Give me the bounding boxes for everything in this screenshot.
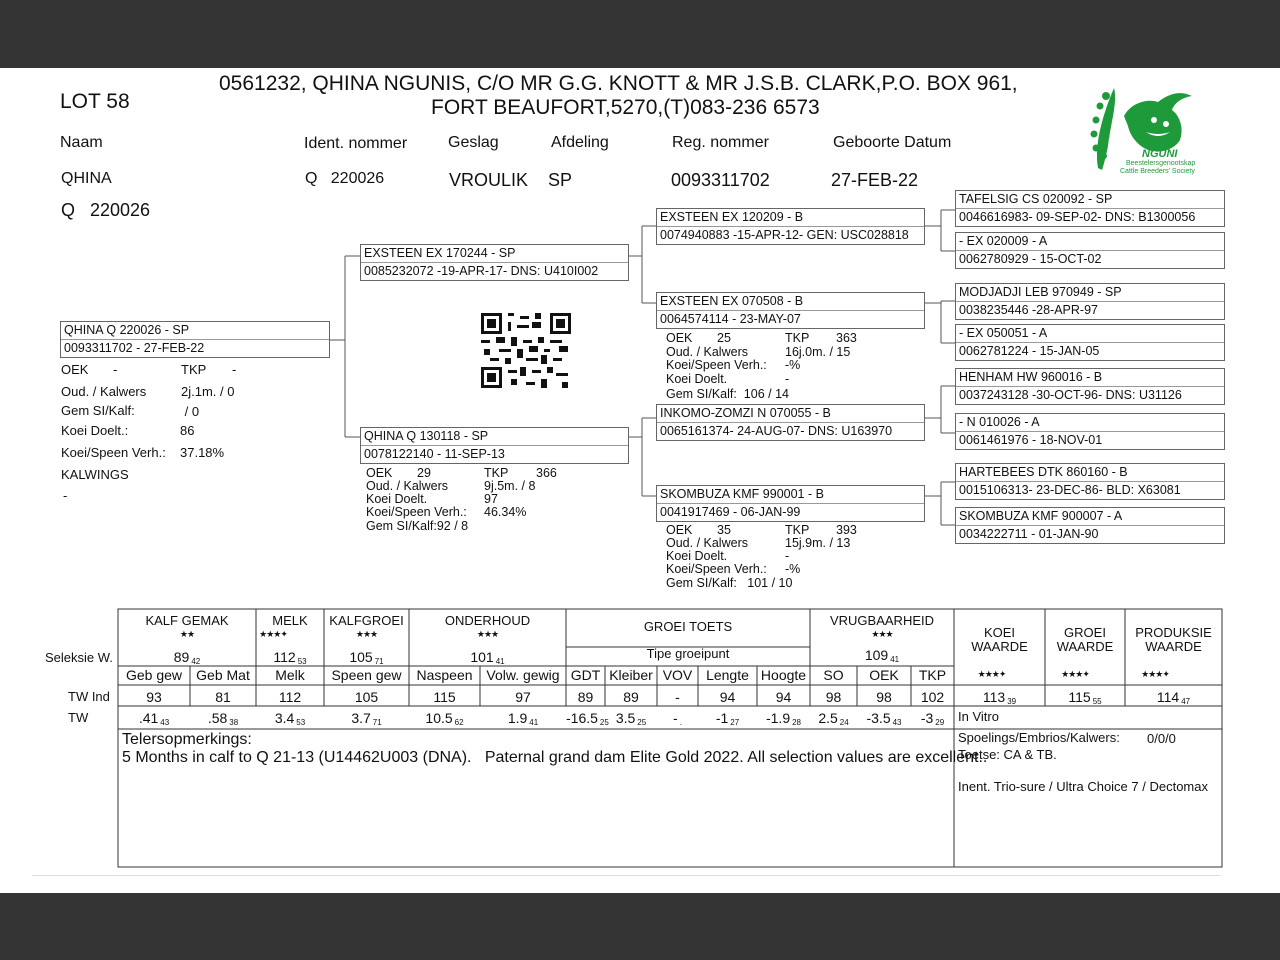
- summary-groei-value: [1045, 689, 1125, 706]
- tw-value-number: 10.5: [425, 710, 453, 726]
- dd-oud-label: Oud. / Kalwers: [666, 536, 748, 550]
- column-header: VOV: [662, 667, 693, 683]
- tw-value: [324, 710, 409, 727]
- dd-line-1: SKOMBUZA KMF 990001 - B: [660, 487, 824, 501]
- animal-kalwings-label: KALWINGS: [61, 467, 129, 482]
- dam-oud-label: Oud. / Kalwers: [366, 479, 448, 493]
- twind-value: 81: [215, 689, 231, 705]
- column-header: OEK: [869, 667, 899, 683]
- column-header: Melk: [275, 667, 305, 683]
- twind-value: 94: [775, 689, 792, 705]
- g3-4-line-1: - EX 050051 - A: [959, 326, 1048, 340]
- tw-value: [256, 710, 324, 727]
- tw-value: [480, 710, 566, 727]
- summary-groei-name-1: GROEI: [1064, 625, 1106, 640]
- tw-value: [409, 710, 480, 727]
- summary-koei-acc: 39: [1007, 697, 1017, 706]
- remarks-text: 5 Months in calf to Q 21-13 (U14462U003 (DNA). Paternal grand dam Elite Gold 2022. All selection values are excellent..: [122, 749, 988, 766]
- dd-oek: 35: [717, 523, 731, 537]
- summary-koei-value-number: 113: [982, 689, 1006, 705]
- dam-line-2: 0078122140 - 11-SEP-13: [364, 447, 505, 461]
- selection-onderhoud: [409, 649, 566, 666]
- selection-vrugbaarheid-acc: 41: [890, 655, 900, 664]
- tw-accuracy: 38: [229, 718, 239, 727]
- twind-value: 89: [623, 689, 639, 705]
- animal-oud-label: Oud. / Kalwers: [61, 384, 147, 399]
- logo-sub-2: Cattle Breeders' Society: [1120, 168, 1195, 175]
- dd-verh: -%: [785, 562, 801, 576]
- dd-tkp-label: TKP: [785, 523, 810, 537]
- tw-accuracy: 43: [892, 718, 902, 727]
- ebv-table-grid: [0, 68, 1280, 893]
- summary-produksie-acc: 47: [1181, 697, 1191, 706]
- column-header: Speen gew: [331, 667, 402, 683]
- selection-kalfgroei-value: 105: [349, 649, 373, 665]
- dd-line-2: 0041917469 - 06-JAN-99: [660, 505, 801, 519]
- dd-doelt-label: Koei Doelt.: [666, 549, 728, 563]
- sd-tkp: 363: [836, 331, 857, 345]
- twind-value: 112: [278, 689, 302, 705]
- dam-doelt: 97: [484, 492, 498, 506]
- selection-melk: [256, 649, 324, 666]
- tw-value-number: -16.5: [566, 710, 598, 726]
- row-label-twind: TW Ind: [68, 689, 110, 704]
- tw-accuracy: 53: [296, 718, 306, 727]
- animal-oek-label: OEK: [61, 362, 89, 377]
- group-melk-stars: ★★★✦: [259, 629, 287, 639]
- g3-3-line-2: 0038235446 -28-APR-97: [959, 303, 1098, 317]
- animal-tkp-value: -: [232, 362, 237, 377]
- tw-value: [857, 710, 911, 727]
- sd-line-1: EXSTEEN EX 070508 - B: [660, 294, 804, 308]
- summary-groei-name-2: WAARDE: [1056, 639, 1114, 654]
- dam-tkp: 366: [536, 466, 557, 480]
- dam-oud: 9j.5m. / 8: [484, 479, 536, 493]
- tw-value-number: .58: [207, 710, 228, 726]
- group-onderhoud: ONDERHOUD: [444, 613, 531, 628]
- twind-value: 89: [577, 689, 594, 705]
- summary-produksie-name-1: PRODUKSIE: [1135, 625, 1212, 640]
- ss-line-1: EXSTEEN EX 120209 - B: [660, 210, 804, 224]
- twind-value: 97: [515, 689, 531, 705]
- group-kalfgroei-stars: ★★★: [355, 629, 378, 639]
- label-afdeling: Afdeling: [551, 134, 609, 151]
- spoelings-label: Spoelings/Embrios/Kalwers:: [958, 730, 1120, 745]
- twind-value: 94: [719, 689, 736, 705]
- sd-oek: 25: [717, 331, 731, 345]
- tw-value: [810, 710, 857, 727]
- group-kalfgroei: KALFGROEI: [329, 613, 404, 628]
- group-vrugbaarheid-stars: ★★★: [871, 629, 893, 639]
- animal-gem-label: Gem SI/Kalf:: [61, 403, 135, 418]
- group-groei-toets: GROEI TOETS: [643, 619, 733, 634]
- sd-oek-label: OEK: [666, 331, 693, 345]
- selection-kalf-gemak-acc: 42: [191, 657, 201, 666]
- value-naam: QHINA: [61, 170, 112, 187]
- tw-accuracy: 24: [839, 718, 849, 727]
- row-label-tw: TW: [68, 710, 89, 725]
- row-label-seleksie: Seleksie W.: [45, 650, 113, 665]
- summary-produksie-name-2: WAARDE: [1145, 639, 1202, 654]
- summary-koei: [954, 626, 1045, 654]
- g3-4-line-2: 0062781224 - 15-JAN-05: [959, 344, 1100, 358]
- value-ident: Q 220026: [305, 170, 385, 187]
- tw-accuracy: 25: [599, 718, 609, 727]
- tw-accuracy: 62: [454, 718, 464, 727]
- tw-value-number: -3.5: [866, 710, 891, 726]
- owner-line-1: 0561232, QHINA NGUNIS, C/O MR G.G. KNOTT & MR J.S.B. CLARK,P.O. BOX 961,: [219, 72, 1018, 95]
- sd-verh-label: Koei/Speen Verh.:: [666, 358, 767, 372]
- summary-groei-acc: 55: [1092, 697, 1102, 706]
- animal-tkp-label: TKP: [181, 362, 207, 377]
- logo-name: NGUNI: [1142, 148, 1178, 160]
- tw-value-number: 3.7: [351, 710, 371, 726]
- sire-line-2: 0085232072 -19-APR-17- DNS: U410I002: [364, 264, 599, 278]
- dd-tkp: 393: [836, 523, 857, 537]
- in-vitro: In Vitro: [958, 709, 999, 724]
- tw-value: [911, 710, 954, 727]
- column-header: Lengte: [706, 667, 749, 683]
- inent: Inent. Trio-sure / Ultra Choice 7 / Dectomax: [958, 779, 1208, 794]
- selection-kalfgroei-acc: 71: [374, 657, 384, 666]
- tw-accuracy: .: [679, 718, 682, 727]
- label-reg: Reg. nommer: [672, 134, 769, 151]
- certificate-sheet: [0, 68, 1280, 893]
- g3-2-line-2: 0062780929 - 15-OCT-02: [959, 252, 1102, 266]
- column-header: TKP: [918, 667, 947, 683]
- tw-value-number: -1.9: [765, 710, 791, 726]
- tw-value: [190, 710, 256, 727]
- owner-line-2: FORT BEAUFORT,5270,(T)083-236 6573: [431, 96, 820, 119]
- animal-kalwings-value: -: [63, 488, 68, 503]
- ds-line-2: 0065161374- 24-AUG-07- DNS: U163970: [660, 424, 893, 438]
- column-header: Geb Mat: [196, 667, 250, 683]
- g3-6-line-1: - N 010026 - A: [959, 415, 1040, 429]
- dd-gem: Gem SI/Kalf: 101 / 10: [666, 576, 793, 590]
- animal-oud-value: 2j.1m. / 0: [181, 384, 235, 399]
- animal-line-1: QHINA Q 220026 - SP: [64, 323, 190, 337]
- tw-value-number: -1: [715, 710, 729, 726]
- sd-line-2: 0064574114 - 23-MAY-07: [660, 312, 801, 326]
- selection-melk-acc: 53: [297, 657, 307, 666]
- tw-value-number: 3.5: [615, 710, 636, 726]
- selection-onderhoud-acc: 41: [495, 657, 505, 666]
- tipe-groeipunt: Tipe groeipunt: [646, 646, 730, 661]
- dd-oek-label: OEK: [666, 523, 693, 537]
- value-geslag: VROULIK: [449, 170, 529, 190]
- value-reg: 0093311702: [671, 170, 770, 190]
- twind-value: 98: [825, 689, 842, 705]
- summary-groei-stars: ★★★✦: [1061, 669, 1089, 679]
- g3-2-line-1: - EX 020009 - A: [959, 234, 1048, 248]
- dam-oek-label: OEK: [366, 466, 393, 480]
- summary-produksie-stars: ★★★✦: [1141, 669, 1169, 679]
- tw-value: [657, 710, 698, 727]
- group-onderhoud-stars: ★★★: [476, 629, 499, 639]
- tw-accuracy: 41: [529, 718, 539, 727]
- dd-oud: 15j.9m. / 13: [785, 536, 851, 550]
- g3-7-line-2: 0015106313- 23-DEC-86- BLD: X63081: [959, 483, 1181, 497]
- summary-koei-name-1: KOEI: [983, 625, 1016, 640]
- animal-doelt-value: 86: [180, 423, 195, 438]
- dam-doelt-label: Koei Doelt.: [366, 492, 428, 506]
- g3-5-line-1: HENHAM HW 960016 - B: [959, 370, 1103, 384]
- sd-oud: 16j.0m. / 15: [785, 345, 851, 359]
- group-kalf-gemak-stars: ★★: [179, 629, 195, 639]
- group-melk: MELK: [272, 613, 308, 628]
- tw-value: [118, 710, 190, 727]
- tw-value: [757, 710, 810, 727]
- sd-doelt: -: [785, 372, 790, 386]
- selection-vrugbaarheid: [810, 647, 954, 664]
- name-line-2: Q 220026: [61, 200, 151, 220]
- summary-koei-name-2: WAARDE: [971, 639, 1028, 654]
- twind-value: 98: [876, 689, 892, 705]
- column-header: Kleiber: [609, 667, 653, 683]
- label-geboorte: Geboorte Datum: [833, 134, 952, 151]
- g3-8-line-2: 0034222711 - 01-JAN-90: [959, 527, 1099, 541]
- animal-gem-value: / 0: [181, 404, 200, 419]
- animal-doelt-label: Koei Doelt.:: [61, 423, 129, 438]
- tw-accuracy: 25: [637, 718, 647, 727]
- selection-kalf-gemak-value: 89: [173, 649, 190, 665]
- tw-value-number: 1.9: [507, 710, 528, 726]
- ss-line-2: 0074940883 -15-APR-12- GEN: USC028818: [660, 228, 909, 242]
- g3-5-line-2: 0037243128 -30-OCT-96- DNS: U31126: [959, 388, 1182, 402]
- dam-gem: Gem SI/Kalf:92 / 8: [366, 519, 469, 533]
- twind-value: -: [675, 689, 680, 705]
- animal-verh-label: Koei/Speen Verh.:: [61, 445, 166, 460]
- column-header: GDT: [570, 667, 601, 683]
- selection-onderhoud-value: 101: [470, 649, 494, 665]
- column-header: Volw. gewig: [486, 667, 560, 683]
- selection-kalfgroei: [324, 649, 409, 666]
- summary-produksie-value-number: 114: [1156, 689, 1180, 705]
- column-header: Hoogte: [760, 667, 807, 683]
- value-geboorte: 27-FEB-22: [831, 170, 919, 190]
- sd-oud-label: Oud. / Kalwers: [666, 345, 748, 359]
- selection-melk-value: 112: [273, 649, 296, 665]
- logo-sub-1: Beestelersgenootskap: [1126, 160, 1196, 167]
- label-ident: Ident. nommer: [304, 135, 408, 152]
- tw-value-number: -3: [920, 710, 934, 726]
- value-afdeling: SP: [548, 170, 573, 190]
- footer-rule: [32, 875, 1220, 876]
- group-kalf-gemak: KALF GEMAK: [145, 613, 229, 628]
- g3-7-line-1: HARTEBEES DTK 860160 - B: [959, 465, 1128, 479]
- sd-tkp-label: TKP: [785, 331, 810, 345]
- summary-koei-value: [954, 689, 1045, 706]
- remarks-title: Telersopmerkings:: [122, 731, 252, 748]
- group-vrugbaarheid: VRUGBAARHEID: [829, 613, 935, 628]
- spoelings-value: 0/0/0: [1147, 731, 1176, 746]
- sd-gem: Gem SI/Kalf: 106 / 14: [666, 387, 789, 401]
- twind-value: 93: [146, 689, 162, 705]
- tw-accuracy: 28: [792, 718, 802, 727]
- sd-doelt-label: Koei Doelt.: [666, 372, 728, 386]
- tw-value-number: -: [673, 710, 678, 726]
- twind-value: 105: [354, 689, 379, 705]
- tw-value: [566, 710, 609, 727]
- g3-1-line-2: 0046616983- 09-SEP-02- DNS: B1300056: [959, 210, 1196, 224]
- animal-oek-value: -: [113, 362, 118, 377]
- dam-verh: 46.34%: [484, 505, 527, 519]
- g3-1-line-1: TAFELSIG CS 020092 - SP: [959, 192, 1113, 206]
- g3-8-line-1: SKOMBUZA KMF 900007 - A: [959, 509, 1123, 523]
- summary-produksie-value: [1125, 689, 1222, 706]
- dam-verh-label: Koei/Speen Verh.:: [366, 505, 467, 519]
- dam-oek: 29: [417, 466, 431, 480]
- selection-vrugbaarheid-value: 109: [864, 647, 889, 663]
- dam-tkp-label: TKP: [484, 466, 509, 480]
- tw-value: [698, 710, 757, 727]
- tw-value: [605, 710, 657, 727]
- column-header: Geb gew: [125, 667, 183, 683]
- column-header: Naspeen: [416, 667, 473, 683]
- tw-accuracy: 71: [372, 718, 382, 727]
- tw-value-number: 2.5: [818, 710, 838, 726]
- tw-value-number: .41: [138, 710, 159, 726]
- lot-number: LOT 58: [60, 90, 130, 113]
- toetse: Toetse: CA & TB.: [958, 747, 1057, 762]
- tw-accuracy: 29: [935, 718, 945, 727]
- tw-accuracy: 43: [160, 718, 170, 727]
- g3-3-line-1: MODJADJI LEB 970949 - SP: [959, 285, 1122, 299]
- selection-kalf-gemak: [118, 649, 256, 666]
- dam-line-1: QHINA Q 130118 - SP: [364, 429, 489, 443]
- dd-verh-label: Koei/Speen Verh.:: [666, 562, 767, 576]
- animal-line-2: 0093311702 - 27-FEB-22: [64, 341, 205, 355]
- label-geslag: Geslag: [448, 134, 499, 151]
- twind-value: 102: [920, 689, 945, 705]
- tw-value-number: 3.4: [274, 710, 295, 726]
- ds-line-1: INKOMO-ZOMZI N 070055 - B: [660, 406, 831, 420]
- column-header: SO: [823, 667, 844, 683]
- twind-value: 115: [433, 689, 456, 705]
- g3-6-line-2: 0061461976 - 18-NOV-01: [959, 433, 1103, 447]
- sd-verh: -%: [785, 358, 801, 372]
- animal-verh-value: 37.18%: [180, 445, 225, 460]
- summary-koei-stars: ★★★✦: [977, 669, 1006, 679]
- summary-produksie: [1125, 626, 1222, 654]
- summary-groei-value-number: 115: [1068, 689, 1091, 705]
- sire-line-1: EXSTEEN EX 170244 - SP: [364, 246, 516, 260]
- label-naam: Naam: [60, 134, 103, 151]
- tw-accuracy: 27: [730, 718, 740, 727]
- dd-doelt: -: [785, 549, 790, 563]
- summary-groei: [1045, 626, 1125, 654]
